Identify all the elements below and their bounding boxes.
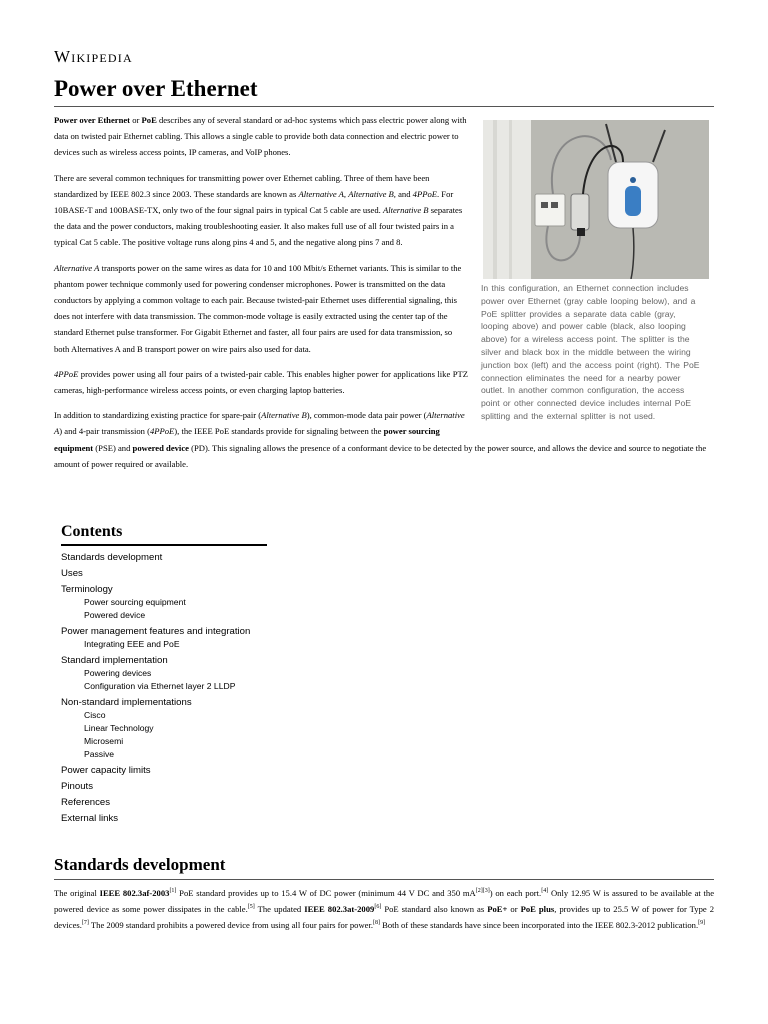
term-power-over-ethernet: Power over Ethernet	[54, 115, 131, 125]
toc-item[interactable]: Standard implementation Powering devices Configuration via Ethernet layer 2 LLDP	[61, 654, 271, 693]
standards-development-section	[54, 855, 714, 934]
poe-setup-photo[interactable]	[483, 120, 709, 279]
toc-item[interactable]: External links	[61, 813, 119, 824]
toc-heading: Contents	[61, 523, 267, 546]
section-heading: Standards development	[54, 855, 714, 880]
wikipedia-logo[interactable]: Wikipedia	[54, 47, 133, 66]
toc-sublist	[84, 596, 271, 622]
table-of-contents	[61, 523, 271, 828]
toc-item[interactable]: References	[61, 797, 111, 808]
figure-caption: In this configuration, an Ethernet connection includes power over Ethernet (gray cable looping below), and a PoE splitter provides a separate data cable (gray, looping above) and power cable (black, also looping above) for a wireless access point. The splitter is the silver and black box in the middle between the wiring junction box (left) and the access point (right). The PoE connection eliminates the need for a nearby power outlet. In another common configuration, the access point or other connected device includes internal PoE splitting and the external splitter is not used.	[481, 283, 700, 421]
title-divider	[54, 106, 714, 107]
intro-paragraph-4: 4PPoE provides power using all four pairs of a twisted-pair cable. This enables higher power for applications like PTZ cameras, high-performance wireless access points, or even charging laptop batteries.	[54, 368, 468, 396]
term-pd: powered device	[132, 442, 189, 453]
toc-subitem[interactable]: Microsemi	[84, 736, 124, 746]
toc-subitem[interactable]: Configuration via Ethernet layer 2 LLDP	[84, 681, 236, 691]
page-title: Power over Ethernet	[54, 76, 258, 101]
toc-subitem[interactable]: Integrating EEE and PoE	[84, 639, 180, 649]
citation-link[interactable]: [1]	[169, 888, 177, 895]
toc-subitem[interactable]: Power sourcing equipment	[84, 597, 186, 607]
term-pse: power sourcing equipment	[54, 426, 440, 453]
toc-item[interactable]: Pinouts	[61, 781, 93, 792]
citation-link[interactable]: [7]	[81, 920, 89, 927]
toc-sublist	[84, 667, 271, 693]
infobox-figure	[478, 120, 714, 423]
toc-item[interactable]: Power management features and integration Integrating EEE and PoE	[61, 625, 271, 651]
citation-link[interactable]: [9]	[698, 920, 706, 927]
intro-paragraph-3: Alternative A transports power on the same wires as data for 10 and 100 Mbit/s Ethernet variants. This is similar to the phantom power technique commonly used for powering condenser microphones. Power is transmitted on the data conductors by applying a common voltage to each pair. Because twisted-pair Ethernet uses differential signaling, this does not interfere with data transmission. The common-mode voltage is easily extracted using the center tap of the standard Ethernet pulse transformer. For Gigabit Ethernet and faster, all four pairs are used for data transmission, so both Alternatives A and B transport power on wire pairs also used for data.	[54, 262, 462, 354]
toc-list	[61, 551, 271, 825]
toc-subitem[interactable]: Powering devices	[84, 668, 152, 678]
citation-link[interactable]: [5]	[247, 904, 255, 911]
toc-subitem[interactable]: Passive	[84, 749, 115, 759]
section-paragraph: The original IEEE 802.3af-2003[1] PoE standard provides up to 15.4 W of DC power (minimum 44 V DC and 350 mA[2][3]) on each port.[4] Only 12.95 W is assured to be available at the powered device as some power dissipates in the cable.[5] The updated IEEE 802.3at-2009[6] PoE standard also known as PoE+ or PoE plus, provides up to 25.5 W of power for Type 2 devices.[7] The 2009 standard prohibits a powered device from using all four pairs for power.[8] Both of these standards have since been incorporated into the IEEE 802.3-2012 publication.[9]	[54, 888, 715, 931]
article-body	[54, 112, 714, 481]
intro-paragraph-1: Power over Ethernet or PoE describes any of several standard or ad-hoc systems which pass electric power along with data on twisted pair Ethernet cabling. This allows a single cable to provide both data connection and electric power to devices such as wireless access points, IP cameras, and VoIP phones.	[54, 115, 467, 158]
citation-link[interactable]: [2][3]	[475, 888, 490, 895]
toc-subitem[interactable]: Powered device	[84, 610, 146, 620]
citation-link[interactable]: [8]	[373, 920, 380, 927]
toc-item[interactable]: Uses	[61, 568, 83, 579]
toc-item[interactable]: Non-standard implementations Cisco Linear Technology Microsemi Passive	[61, 696, 271, 761]
intro-paragraph-2: There are several common techniques for transmitting power over Ethernet cabling. Three of them have been standardized by IEEE 802.3 since 2003. These standards are known as Alternative A, Alternative B, and 4PPoE. For 10BASE-T and 100BASE-TX, only two of the four signal pairs in typical Cat 5 cable are used. Alternative B separates the data and the power conductors, making troubleshooting easier. It also makes full use of all four twisted pairs in a typical Cat 5 cable. The positive voltage runs along pins 4 and 5, and the negative along pins 7 and 8.	[54, 172, 463, 248]
toc-subitem[interactable]: Linear Technology	[84, 723, 154, 733]
poe-photo-illustration	[483, 120, 709, 279]
toc-item[interactable]: Standards development	[61, 552, 163, 563]
toc-sublist	[84, 709, 271, 761]
citation-link[interactable]: [6]	[374, 904, 382, 911]
toc-item[interactable]: Power capacity limits	[61, 765, 151, 776]
intro-paragraph-5: In addition to standardizing existing practice for spare-pair (Alternative B), common-mode data pair power (Alternative A) and 4-pair transmission (4PPoE), the IEEE PoE standards provide for signaling between the power sourcing equipment (PSE) and powered device (PD). This signaling allows the presence of a conformant device to be detected by the power source, and allows the device and source to negotiate the amount of power required or available.	[54, 410, 707, 469]
term-poe: PoE	[141, 115, 157, 125]
toc-subitem[interactable]: Cisco	[84, 710, 106, 720]
toc-sublist	[84, 638, 271, 651]
citation-link[interactable]: [4]	[541, 888, 549, 895]
toc-item[interactable]: Terminology Power sourcing equipment Powered device	[61, 583, 271, 622]
